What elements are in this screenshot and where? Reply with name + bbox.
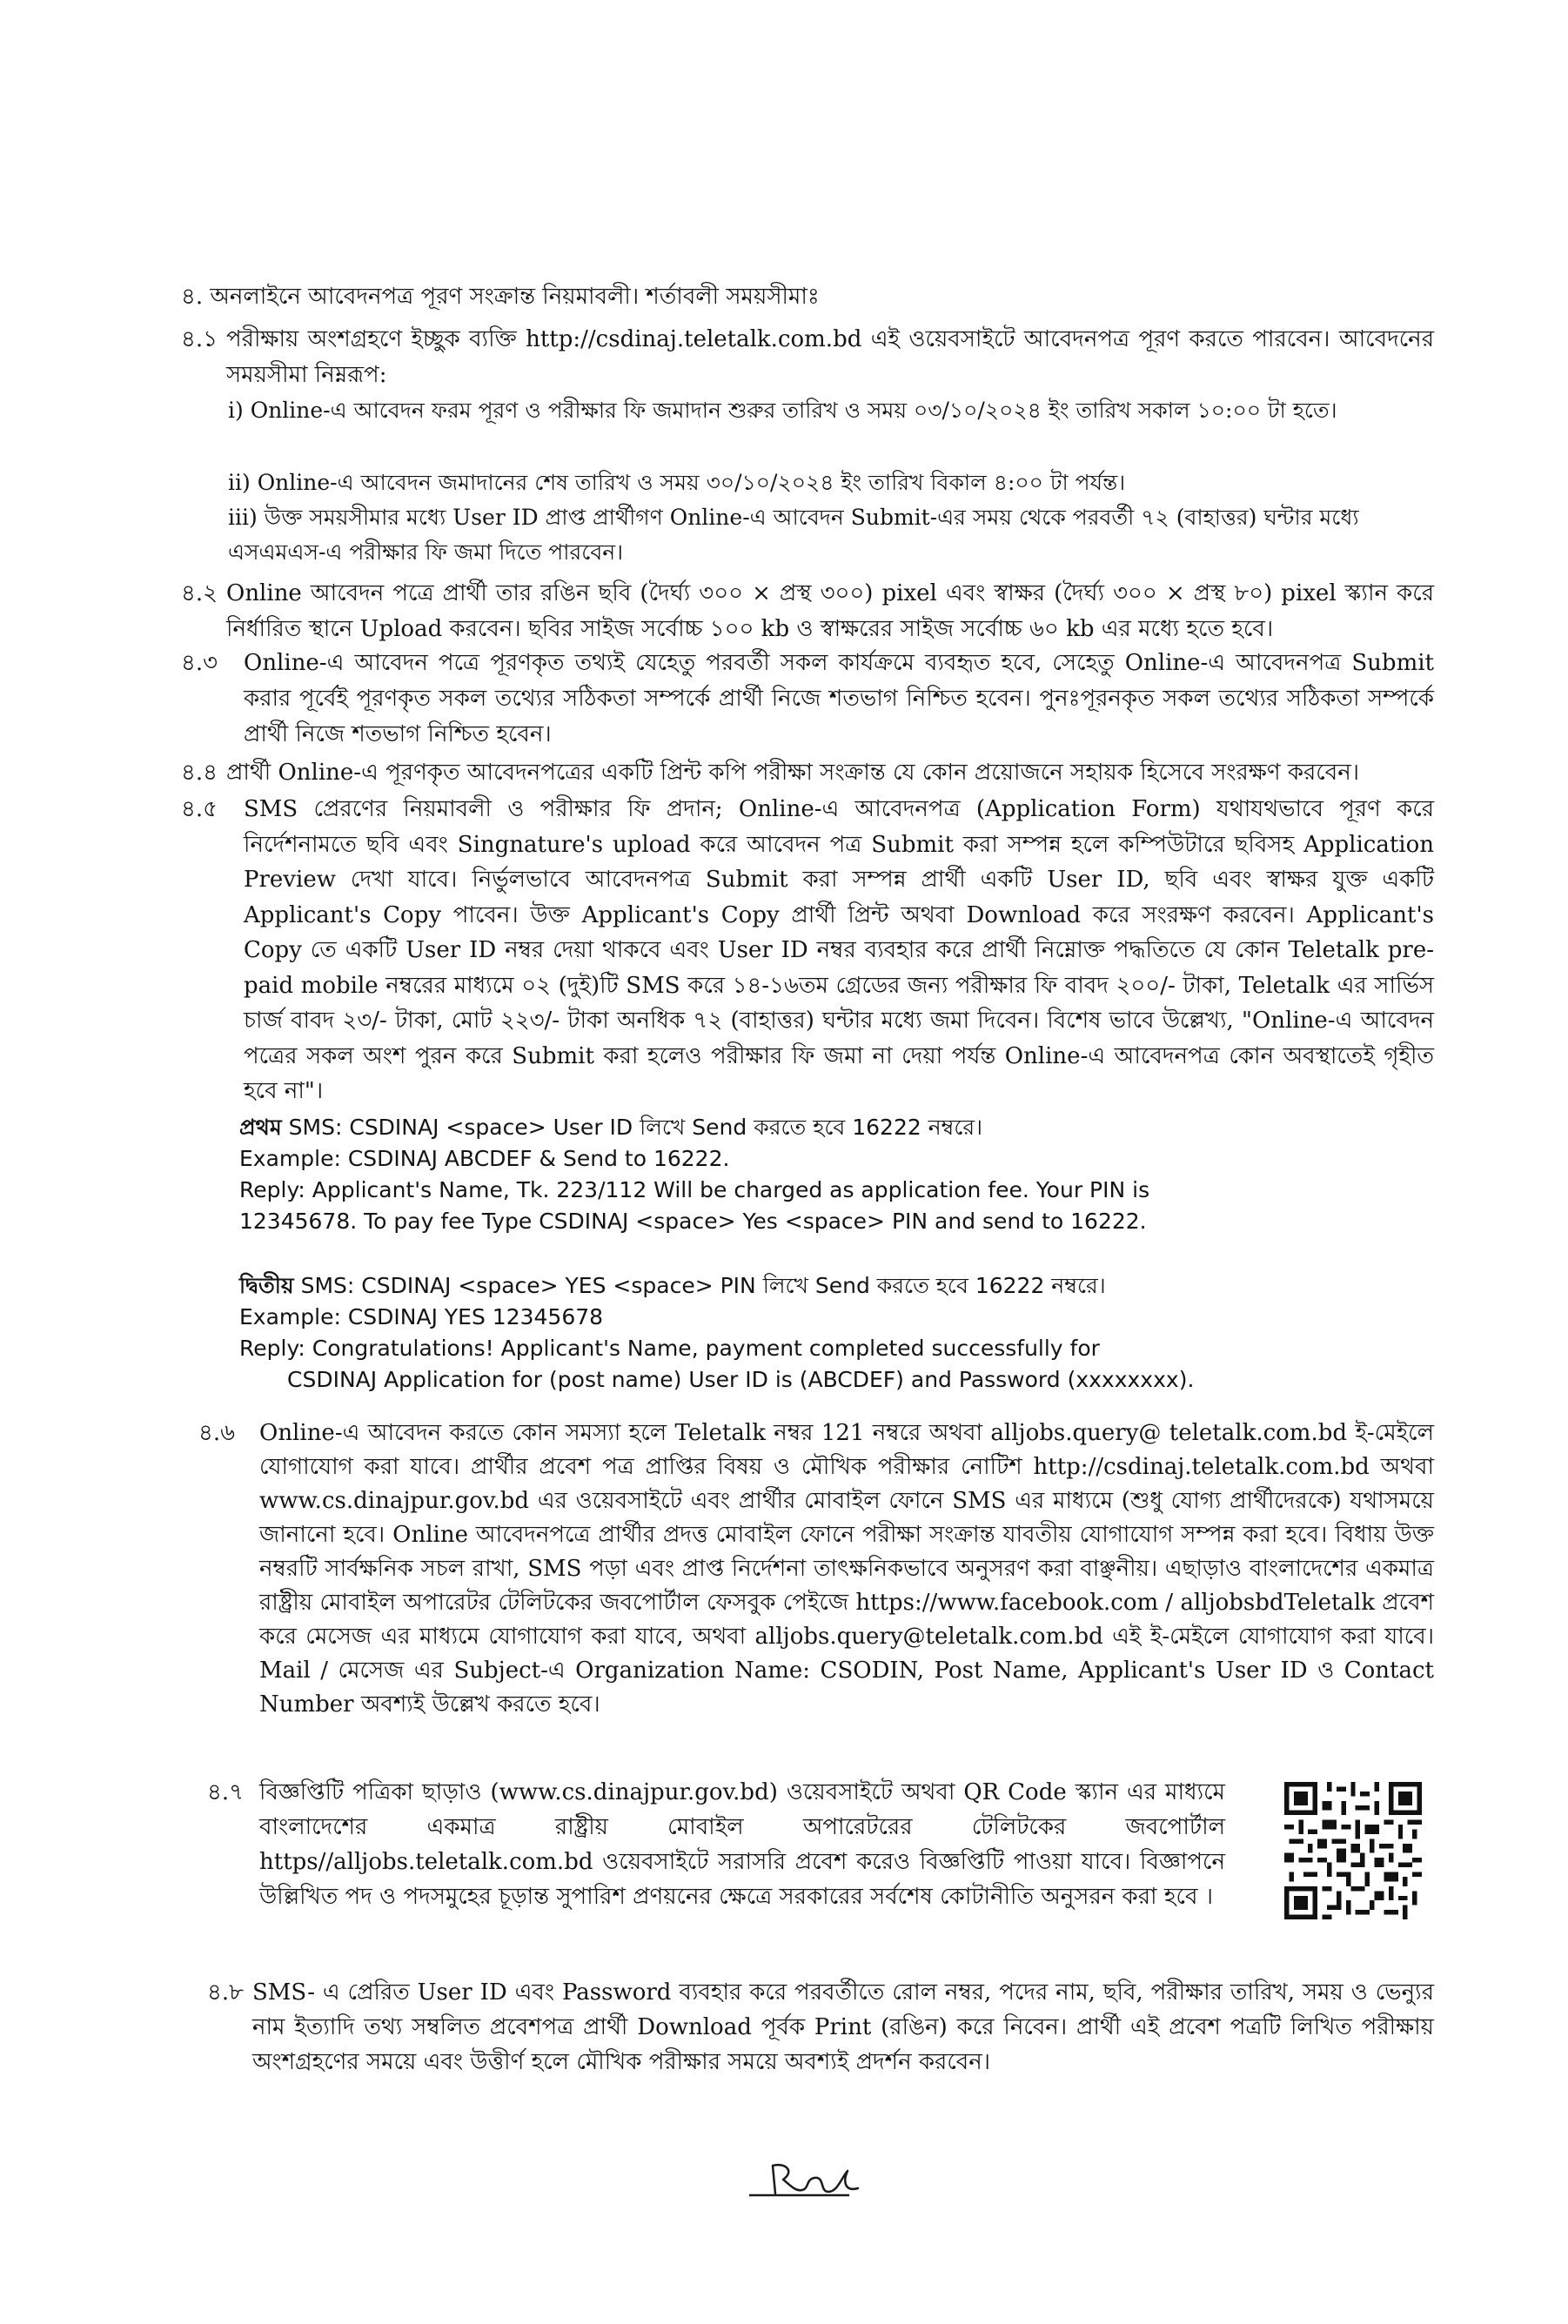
clause-4-1-sub-iii: iii) উক্ত সময়সীমার মধ্যে User ID প্রাপ্ত প্রার্থীগণ Online-এ আবেদন Submit-এর সময় থেকে পরবর্তী ৭২ (বাহাত্তর) ঘন্টার মধ্যে এসএমএস-এ পরীক্ষার ফি জমা দিতে পারবেন। [228, 505, 1359, 565]
clause-number: ৪.২ [181, 580, 218, 606]
sms-instruction-second [239, 1270, 1194, 1396]
sms-second-reply: Reply: Congratulations! Applicant's Name, payment completed successfully for [239, 1336, 1100, 1361]
signature-image [745, 2153, 875, 2206]
clause-4-2 [181, 576, 1434, 647]
clause-4-1-sub-i: i) Online-এ আবেদন ফরম পূরণ ও পরীক্ষার ফি জমাদান শুরুর তারিখ ও সময় ০৩/১০/২০২৪ ইং তারিখ সকাল ১০:০০ টা হতে। [228, 398, 1337, 423]
clause-text: Online-এ আবেদন করতে কোন সমস্যা হলে Teletalk নম্বর 121 নম্বরে অথবা alljobs.query@ teletalk.com.bd ই-মেইলে যোগাযোগ করা যাবে। প্রার্থীর প্রবেশ পত্র প্রাপ্তির বিষয় ও মৌখিক পরীক্ষার নোটিশ http://csdinaj.teletalk.com.bd অথবা www.cs.dinajpur.gov.bd এর ওয়েবসাইটে এবং প্রার্থীর মোবাইল ফোনে SMS এর মাধ্যমে (শুধু যোগ্য প্রার্থীদেরকে) যথাসময়ে জানানো হবে। Online আবেদনপত্রে প্রার্থীর প্রদত্ত মোবাইল ফোনে পরীক্ষা সংক্রান্ত যাবতীয় যোগাযোগ সম্পন্ন করা হবে। বিধায় উক্ত নম্বরটি সার্বক্ষনিক সচল রাখা, SMS পড়া এবং প্রাপ্ত নির্দেশনা তাৎক্ষনিকভাবে অনুসরণ করা বাঞ্ছনীয়। এছাড়াও বাংলাদেশের একমাত্র রাষ্ট্রীয় মোবাইল অপারেটর টেলিটকের জবপোর্টাল ফেসবুক পেইজে https://www.facebook.com / alljobsbdTeletalk প্রবেশ করে মেসেজ এর মাধ্যমে যোগাযোগ করা যাবে, অথবা alljobs.query@teletalk.com.bd এই ই-মেইলে যোগাযোগ করা যাবে। Mail / মেসেজ এর Subject-এ Organization Name: CSODIN, Post Name, Applicant's User ID ও Contact Number অবশ্যই উল্লেখ করতে হবে। [259, 1420, 1434, 1718]
clause-number: ৪.৫ [181, 796, 218, 822]
clause-4-1-sub-ii: ii) Online-এ আবেদন জমাদানের শেষ তারিখ ও সময় ৩০/১০/২০২৪ ইং তারিখ বিকাল ৪:০০ টা পর্যন্ত। [228, 470, 1126, 495]
clause-text: SMS- এ প্রেরিত User ID এবং Password ব্যবহার করে পরবর্তীতে রোল নম্বর, পদের নাম, ছবি, পরীক্ষার তারিখ, সময় ও ভেন্যুর নাম ইত্যাদি তথ্য সম্বলিত প্রবেশপত্র প্রার্থী Download পূর্বক Print (রঙিন) করে নিবেন। প্রার্থী এই প্রবেশ পত্রটি লিখিত পরীক্ষায় অংশগ্রহণের সময়ে এবং উত্তীর্ণ হলে মৌখিক পরীক্ষার সময়ে অবশ্যই প্রদর্শন করবেন। [252, 1979, 1434, 2075]
clause-4-5 [181, 792, 1434, 1109]
qr-code-image [1284, 1782, 1422, 1919]
sms-first-line: প্রথম SMS: CSDINAJ <space> User ID লিখে Send করতে হবে 16222 নম্বরে। [239, 1115, 983, 1140]
clause-number: ৪.১ [181, 326, 218, 352]
clause-text: Online-এ আবেদন পত্রে পূরণকৃত তথ্যই যেহেতু পরবর্তী সকল কার্যক্রমে ব্যবহৃত হবে, সেহেতু Online-এ আবেদনপত্র Submit করার পূর্বেই পূরণকৃত সকল তথ্যের সঠিকতা সম্পর্কে প্রার্থী নিজে শতভাগ নিশ্চিত হবেন। পুনঃপূরনকৃত সকল তথ্যের সঠিকতা সম্পর্কে প্রার্থী নিজে শতভাগ নিশ্চিত হবেন। [244, 650, 1434, 747]
sms-second-label: দ্বিতীয় [239, 1273, 294, 1298]
clause-text: Online আবেদন পত্রে প্রার্থী তার রঙিন ছবি (দৈর্ঘ্য ৩০০ × প্রস্থ ৩০০) pixel এবং স্বাক্ষর (দৈর্ঘ্য ৩০০ × প্রস্থ ৮০) pixel স্ক্যান করে নির্ধারিত স্থানে Upload করবেন। ছবির সাইজ সর্বোচ্চ ১০০ kb ও স্বাক্ষরের সাইজ সর্বোচ্চ ৬০ kb এর মধ্যে হতে হবে। [226, 580, 1434, 642]
clause-4-4 [181, 755, 1434, 791]
sms-first-example: Example: CSDINAJ ABCDEF & Send to 16222. [239, 1146, 730, 1171]
clause-number: ৪.৮ [207, 1979, 245, 2006]
clause-4-7 [207, 1775, 1225, 1914]
clause-number: ৪.৭ [207, 1779, 245, 1805]
sms-second-reply-cont: CSDINAJ Application for (post name) User ID is (ABCDEF) and Password (xxxxxxxx). [287, 1367, 1195, 1392]
sms-first-reply-cont: 12345678. To pay fee Type CSDINAJ <space> Yes <space> PIN and send to 16222. [239, 1209, 1147, 1234]
clause-4-1 [181, 322, 1434, 393]
clause-4-6 [198, 1417, 1434, 1722]
clause-4-8 [207, 1975, 1434, 2080]
sms-instruction-first [239, 1112, 1149, 1237]
clause-4-3 [181, 646, 1434, 753]
sms-first-label: প্রথম [239, 1115, 282, 1140]
clause-text: বিজ্ঞপ্তিটি পত্রিকা ছাড়াও (www.cs.dinajpur.gov.bd) ওয়েবসাইটে অথবা QR Code স্ক্যান এর মাধ্যমে বাংলাদেশের একমাত্র রাষ্ট্রীয় মোবাইল অপারেটরের টেলিটকের জবপোর্টাল https//alljobs.teletalk.com.bd ওয়েবসাইটে সরাসরি প্রবেশ করেও বিজ্ঞপ্তিটি পাওয়া যাবে। বিজ্ঞাপনে উল্লিখিত পদ ও পদসমুহের চূড়ান্ত সুপারিশ প্রণয়নের ক্ষেত্রে সরকারের সর্বশেষ কোটানীতি অনুসরন করা হবে । [259, 1779, 1225, 1910]
clause-text: প্রার্থী Online-এ পূরণকৃত আবেদনপত্রের একটি প্রিন্ট কপি পরীক্ষা সংক্রান্ত যে কোন প্রয়োজনে সহায়ক হিসেবে সংরক্ষণ করবেন। [226, 760, 1360, 786]
clause-number: ৪.৩ [181, 650, 218, 676]
section-heading: ৪. অনলাইনে আবেদনপত্র পূরণ সংক্রান্ত নিয়মাবলী। শর্তাবলী সময়সীমাঃ [181, 284, 820, 310]
sms-second-line: দ্বিতীয় SMS: CSDINAJ <space> YES <space> PIN লিখে Send করতে হবে 16222 নম্বরে। [239, 1273, 1106, 1298]
clause-number: ৪.৪ [181, 760, 218, 786]
clause-text: SMS প্রেরণের নিয়মাবলী ও পরীক্ষার ফি প্রদান; Online-এ আবেদনপত্র (Application Form) যথাযথভাবে পূরণ করে নির্দেশনামতে ছবি এবং Singnature's upload করে আবেদন পত্র Submit করা সম্পন্ন হলে কম্পিউটারে ছবিসহ Application Preview দেখা যাবে। নির্ভুলভাবে আবেদনপত্র Submit করা সম্পন্ন প্রার্থী একটি User ID, ছবি এবং স্বাক্ষর যুক্ত একটি Applicant's Copy পাবেন। উক্ত Applicant's Copy প্রার্থী প্রিন্ট অথবা Download করে সংরক্ষণ করবেন। Applicant's Copy তে একটি User ID নম্বর দেয়া থাকবে এবং User ID নম্বর ব্যবহার করে প্রার্থী নিম্নোক্ত পদ্ধতিতে যে কোন Teletalk pre-paid mobile নম্বরের মাধ্যমে ০২ (দুই)টি SMS করে ১৪-১৬তম গ্রেডের জন্য পরীক্ষার ফি বাবদ ২০০/- টাকা, Teletalk এর সার্ভিস চার্জ বাবদ ২৩/- টাকা, মোট ২২৩/- টাকা অনধিক ৭২ (বাহাত্তর) ঘন্টার মধ্যে জমা দিবেন। বিশেষ ভাবে উল্লেখ্য, "Online-এ আবেদন পত্রের সকল অংশ পুরন করে Submit করা হলেও পরীক্ষার ফি জমা না দেয়া পর্যন্ত Online-এ আবেদনপত্র কোন অবস্থাতেই গৃহীত হবে না"। [244, 796, 1434, 1104]
sms-second-example: Example: CSDINAJ YES 12345678 [239, 1304, 604, 1329]
sms-first-reply: Reply: Applicant's Name, Tk. 223/112 Will be charged as application fee. Your PIN is [239, 1177, 1150, 1202]
clause-number: ৪.৬ [198, 1420, 236, 1446]
clause-text: পরীক্ষায় অংশগ্রহণে ইচ্ছুক ব্যক্তি http://csdinaj.teletalk.com.bd এই ওয়েবসাইটে আবেদনপত্র পূরণ করতে পারবেন। আবেদনের সময়সীমা নিম্নরূপ: [226, 326, 1434, 388]
